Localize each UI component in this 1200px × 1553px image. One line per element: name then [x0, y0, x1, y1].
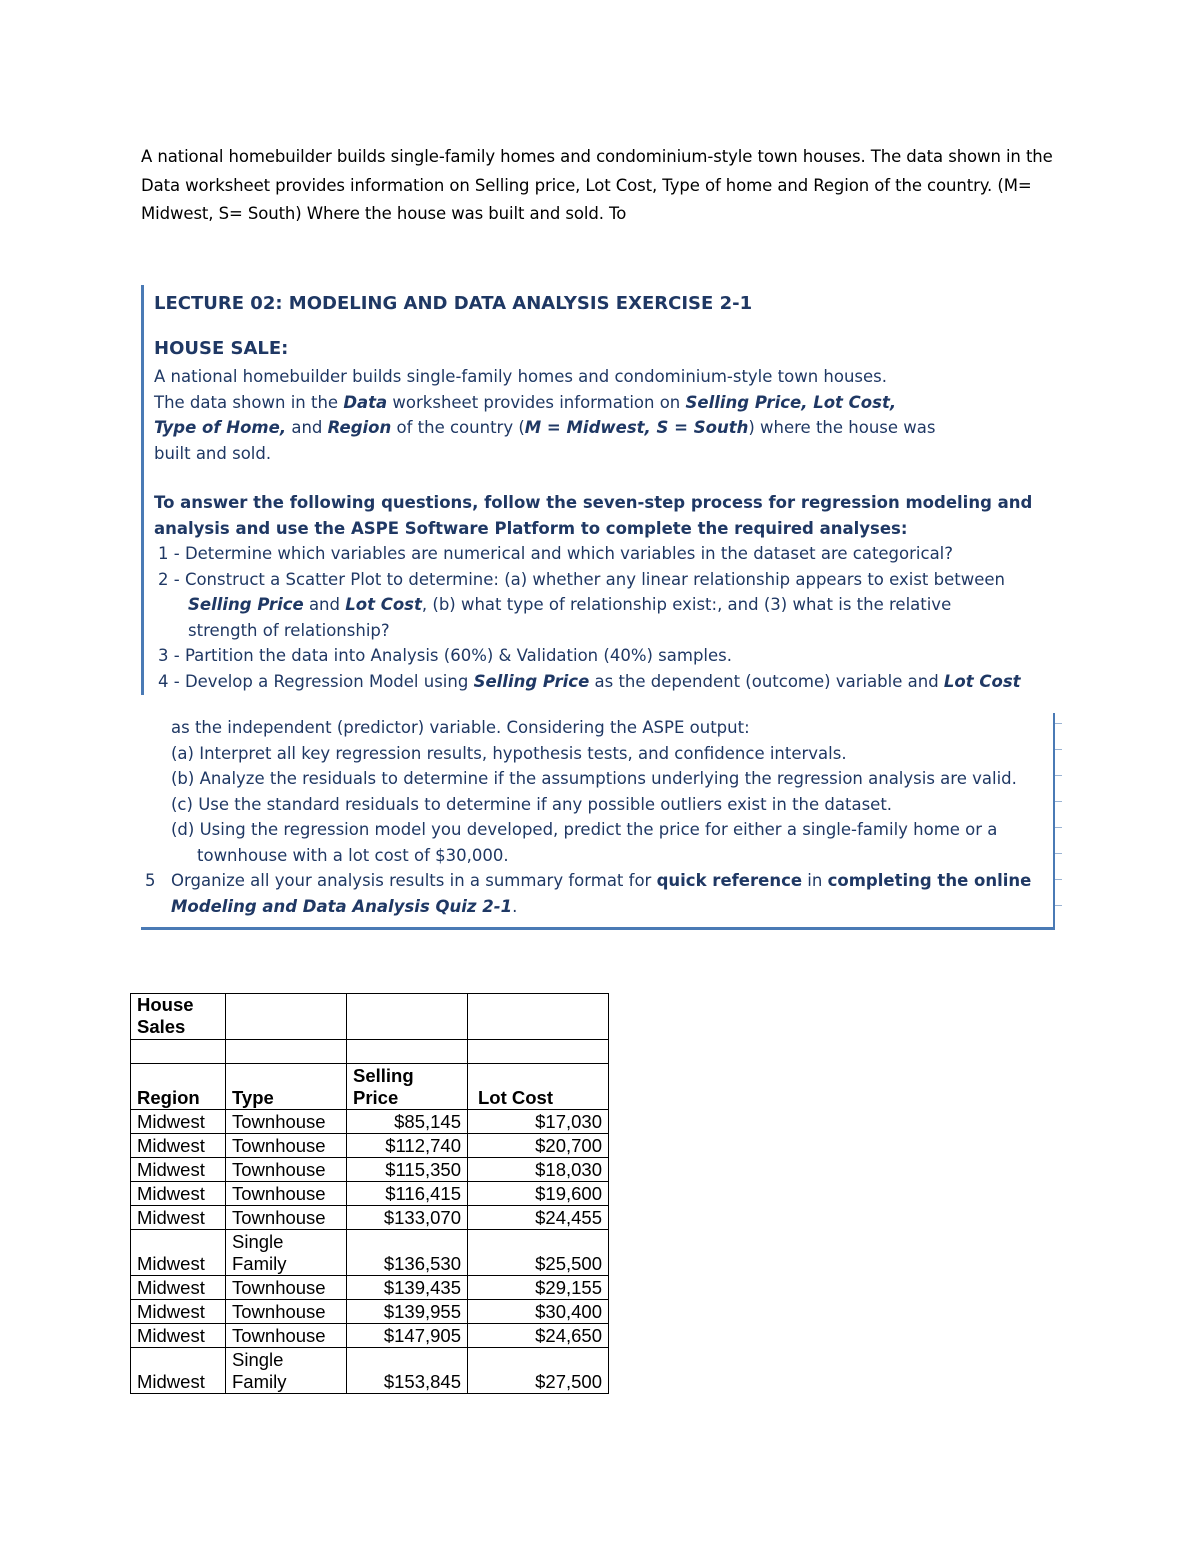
instructions: To answer the following questions, follow the seven-step process for regression modeling and analysis and use the ASPE Software Platform to complete the required analyses: — [154, 493, 1033, 538]
cell-type: Townhouse — [226, 1158, 347, 1182]
edge-tick — [1055, 749, 1062, 750]
cell-selling-price: $139,435 — [347, 1276, 468, 1300]
desc-line-4: built and sold. — [154, 443, 272, 463]
desc-line-2 — [154, 390, 954, 416]
desc-text: worksheet provides information on — [387, 392, 686, 412]
edge-tick — [1055, 723, 1062, 724]
header-type: Type — [226, 1064, 347, 1110]
desc-line-1: A national homebuilder builds single-family homes and condominium-style town houses. — [154, 367, 888, 386]
cell-region: Midwest — [131, 1182, 226, 1206]
step-5-text: . — [512, 896, 518, 916]
empty-cell — [226, 1040, 347, 1064]
intro-paragraph: A national homebuilder builds single-family homes and condominium-style town houses. The data shown in the Data worksheet provides information on Selling price, Lot Cost, Type of home and Region of the country. (M= Midwest, S= South) Where the house was built and sold. To — [141, 147, 1053, 223]
cell-lot-cost: $24,650 — [468, 1324, 609, 1348]
header-region: Region — [131, 1064, 226, 1110]
house-sale-heading: HOUSE SALE: — [154, 338, 289, 359]
step-2-cont — [158, 592, 1058, 618]
desc-line-3 — [154, 415, 954, 441]
house-sales-table — [130, 993, 609, 1394]
table-row — [131, 1276, 609, 1300]
empty-cell — [347, 1040, 468, 1064]
cell-lot-cost: $18,030 — [468, 1158, 609, 1182]
cell-lot-cost: $17,030 — [468, 1110, 609, 1134]
table-row — [131, 1158, 609, 1182]
table-row — [131, 1182, 609, 1206]
item-c: (c) Use the standard residuals to determine if any possible outliers exist in the dataset. — [171, 794, 893, 814]
cell-type: Single Family — [226, 1348, 347, 1394]
edge-tick — [1055, 775, 1062, 776]
cell-lot-cost: $24,455 — [468, 1206, 609, 1230]
cell-type: Townhouse — [226, 1206, 347, 1230]
item-b: (b) Analyze the residuals to determine if the assumptions underlying the regression analysis are valid. — [171, 769, 1017, 788]
step-list — [158, 541, 1058, 694]
cell-region: Midwest — [131, 1230, 226, 1276]
edge-tick — [1055, 879, 1062, 880]
desc-vars-1: Selling Price, Lot Cost, — [685, 392, 897, 412]
header-selling-price-text: Selling Price — [353, 1065, 414, 1108]
step-2-var: Lot Cost — [345, 595, 422, 614]
item-d-cont: townhouse with a lot cost of $30,000. — [197, 845, 509, 865]
cell-region: Midwest — [131, 1348, 226, 1394]
item-d: (d) Using the regression model you developed, predict the price for either a single-family home or a — [171, 820, 998, 839]
cell-region: Midwest — [131, 1110, 226, 1134]
cell-region: Midwest — [131, 1134, 226, 1158]
step-5 — [141, 868, 1041, 894]
step-5-bold: the online — [931, 871, 1032, 890]
edge-tick — [1055, 801, 1062, 802]
header-row — [131, 1064, 609, 1110]
step-5-bold: completing — [827, 871, 932, 890]
cell-selling-price: $139,955 — [347, 1300, 468, 1324]
desc-text: ) where the house was — [748, 418, 936, 437]
step-5-bold: quick reference — [656, 871, 803, 890]
cell-region: Midwest — [131, 1158, 226, 1182]
cell-type: Townhouse — [226, 1300, 347, 1324]
cell-type: Townhouse — [226, 1134, 347, 1158]
table-row — [131, 1230, 609, 1276]
step-4-var: Selling Price — [473, 671, 590, 691]
step-3: 3 - Partition the data into Analysis (60%) & Validation (40%) samples. — [158, 646, 733, 665]
table-row — [131, 1348, 609, 1394]
empty-cell — [131, 1040, 226, 1064]
cell-selling-price: $112,740 — [347, 1134, 468, 1158]
cell-selling-price: $147,905 — [347, 1324, 468, 1348]
cell-lot-cost: $29,155 — [468, 1276, 609, 1300]
cell-lot-cost: $30,400 — [468, 1300, 609, 1324]
empty-cell — [468, 1040, 609, 1064]
edge-tick — [1055, 905, 1062, 906]
desc-text: and — [286, 418, 328, 437]
empty-cell — [468, 994, 609, 1040]
exercise-screenshot — [141, 285, 1064, 695]
step-4-var: Lot Cost — [943, 671, 1021, 691]
cell-region: Midwest — [131, 1324, 226, 1348]
step-2-var: Selling Price — [188, 595, 304, 614]
cell-lot-cost: $27,500 — [468, 1348, 609, 1394]
step-5-text: Organize all your analysis results in a summary format for — [171, 871, 657, 890]
lecture-heading: LECTURE 02: MODELING AND DATA ANALYSIS EXERCISE 2-1 — [154, 293, 753, 314]
cell-type: Single Family — [226, 1230, 347, 1276]
step-2-text: and — [303, 595, 346, 614]
table-title — [131, 994, 226, 1040]
cell-type: Townhouse — [226, 1182, 347, 1206]
step-5-number: 5 — [145, 871, 156, 890]
empty-cell — [226, 994, 347, 1040]
cell-type: Townhouse — [226, 1276, 347, 1300]
cell-selling-price: $115,350 — [347, 1158, 468, 1182]
cell-selling-price: $133,070 — [347, 1206, 468, 1230]
desc-region-codes: M = Midwest, S = South — [524, 418, 749, 437]
exercise-description — [154, 364, 954, 466]
edge-tick — [1055, 827, 1062, 828]
table-row — [131, 1324, 609, 1348]
cell-selling-price: $116,415 — [347, 1182, 468, 1206]
cell-type: Townhouse — [226, 1110, 347, 1134]
item-a: (a) Interpret all key regression results, hypothesis tests, and confidence intervals. — [171, 743, 847, 763]
title-row — [131, 994, 609, 1040]
table-row — [131, 1110, 609, 1134]
cell-type: Townhouse — [226, 1324, 347, 1348]
cell-selling-price: $153,845 — [347, 1348, 468, 1394]
cell-lot-cost: $20,700 — [468, 1134, 609, 1158]
cell-selling-price: $136,530 — [347, 1230, 468, 1276]
desc-text: The data shown in the — [154, 392, 344, 412]
table-row — [131, 1206, 609, 1230]
table-title-text: House Sales — [137, 994, 194, 1037]
empty-cell — [347, 994, 468, 1040]
step-4-text: 4 - Develop a Regression Model using — [158, 671, 474, 691]
header-selling-price — [347, 1064, 468, 1110]
edge-tick — [1055, 853, 1062, 854]
table-row — [131, 1300, 609, 1324]
step-2: 2 - Construct a Scatter Plot to determine: (a) whether any linear relationship appears to exist between — [158, 569, 1005, 589]
step-4 — [158, 669, 1058, 695]
step-2-text: , (b) what type of relationship exist:, and (3) what is the relative — [421, 595, 952, 614]
blank-row — [131, 1040, 609, 1064]
step-2-cont2: strength of relationship? — [188, 620, 390, 640]
quiz-name: Modeling and Data Analysis Quiz 2-1 — [171, 896, 513, 916]
cell-lot-cost: $25,500 — [468, 1230, 609, 1276]
step-1: 1 - Determine which variables are numerical and which variables in the dataset are categorical? — [158, 544, 954, 563]
step-4-text: as the dependent (outcome) variable and — [589, 671, 944, 691]
cell-region: Midwest — [131, 1276, 226, 1300]
step-5-text: in — [802, 871, 828, 890]
desc-vars-2: Type of Home, — [154, 418, 287, 437]
table-row — [131, 1134, 609, 1158]
cell-lot-cost: $19,600 — [468, 1182, 609, 1206]
desc-data-term: Data — [343, 392, 388, 412]
desc-text: of the country ( — [391, 418, 525, 437]
header-lot-cost: Lot Cost — [468, 1064, 609, 1110]
exercise-screenshot-continued — [141, 713, 1055, 930]
cell-selling-price: $85,145 — [347, 1110, 468, 1134]
cell-region: Midwest — [131, 1300, 226, 1324]
cont-line-1: as the independent (predictor) variable. Considering the ASPE output: — [171, 718, 750, 737]
desc-region-term: Region — [327, 418, 392, 437]
step-5-cont — [141, 894, 1041, 920]
cell-region: Midwest — [131, 1206, 226, 1230]
